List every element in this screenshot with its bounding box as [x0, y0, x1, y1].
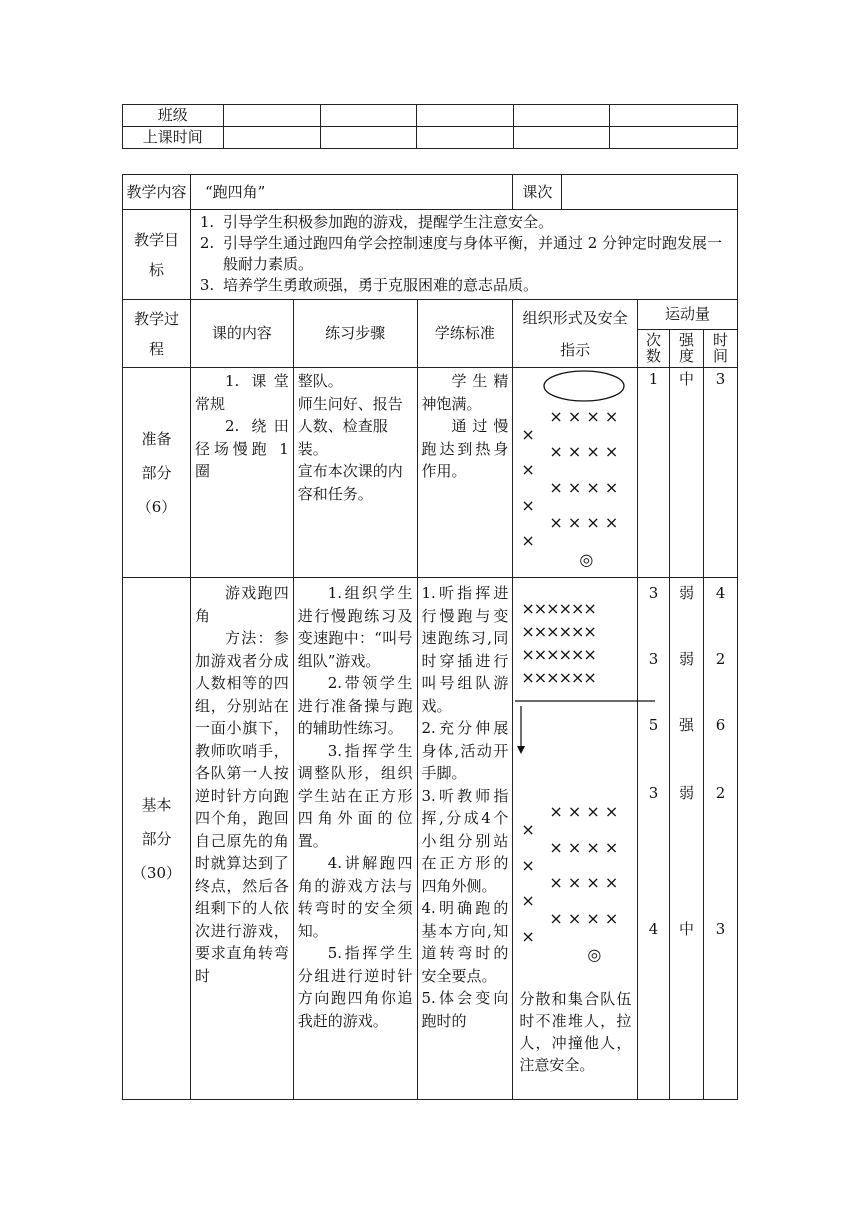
student-mark: × [521, 425, 535, 444]
prep-step: 整队。 [297, 372, 343, 390]
prep-section-label [123, 368, 191, 578]
class-time-value-cell[interactable] [223, 127, 320, 149]
empty-cell[interactable] [417, 105, 514, 127]
prep-content-item: 2. 绕田径场慢跑 1 圈 [194, 417, 289, 480]
student-mark: × [521, 891, 535, 910]
main-content [190, 578, 293, 1100]
load-header: 运动量 [637, 300, 737, 330]
main-times: 4 [648, 920, 659, 938]
main-organization [513, 578, 638, 1100]
main-step: 4.讲解跑四角的游戏方法与转弯时的安全须知。 [297, 854, 413, 940]
main-standard-item: 3.听教师指挥,分成4个小组分别站在正方形的四角外侧。 [421, 786, 509, 895]
main-times: 3 [648, 584, 659, 602]
main-step: 2.带领学生进行准备操与跑的辅助性练习。 [297, 674, 413, 737]
empty-cell[interactable] [610, 127, 738, 149]
student-row: × × × × [549, 478, 619, 497]
organization-header: 组织形式及安全指示 [513, 300, 638, 368]
class-value-cell[interactable] [223, 105, 320, 127]
main-intensity: 强 [678, 716, 694, 734]
main-standard [417, 578, 513, 1100]
objectives-list [193, 212, 733, 296]
student-mark: × [521, 927, 535, 946]
prep-standard-item: 学生精神饱满。 [421, 372, 509, 413]
teacher-icon: ◎ [579, 550, 594, 569]
main-duration: 4 [715, 584, 726, 602]
prep-steps [293, 368, 417, 578]
prep-step: 宣布本次课的内容和任务。 [297, 462, 403, 503]
objective-item: 2. 引导学生通过跑四角学会控制速度与身体平衡，并通过 2 分钟定时跑发展一般耐力素质。 [219, 233, 733, 275]
empty-cell[interactable] [610, 105, 738, 127]
main-step: 3.指挥学生调整队形，组织学生站在正方形四角外面的位置。 [297, 741, 413, 850]
prep-formation-diagram [513, 368, 637, 576]
prep-content [190, 368, 293, 578]
objective-item: 3. 培养学生勇敢顽强，勇于克服困难的意志品质。 [219, 275, 733, 296]
prep-section-name: 准备部分 [141, 429, 172, 482]
main-intensity: 弱 [678, 650, 694, 668]
student-row: ×××××× [521, 599, 596, 618]
class-info-table [122, 104, 738, 149]
main-intensity: 弱 [678, 584, 694, 602]
duration-header: 时间 [703, 330, 737, 368]
prep-organization [513, 368, 638, 578]
main-formation-diagram [513, 578, 637, 1098]
objectives-cell [190, 210, 737, 300]
main-minutes: （30） [131, 863, 182, 882]
prep-minutes: （6） [136, 497, 177, 516]
main-duration: 2 [715, 784, 726, 802]
main-duration: 2 [715, 650, 726, 668]
student-row: ×××××× [521, 668, 596, 687]
lesson-number-cell [513, 175, 738, 210]
main-standard-item: 4.明确跑的基本方向,知道转弯时的安全要点。 [421, 899, 509, 985]
process-header: 教学过程 [123, 300, 191, 368]
student-mark: × [521, 496, 535, 515]
main-step: 1.组织学生进行慢跑练习及变速跑中：“叫号组队”游戏。 [297, 584, 413, 670]
prep-content-item: 1. 课堂常规 [194, 372, 289, 413]
main-standard-item: 5.体会变向跑时的 [421, 989, 509, 1030]
main-step: 5.指挥学生分组进行逆时针方向跑四角你追我赶的游戏。 [297, 944, 413, 1030]
class-time-label: 上课时间 [123, 127, 224, 149]
main-section-name: 基本部分 [141, 795, 172, 848]
main-intensity: 弱 [678, 784, 694, 802]
standard-header: 学练标准 [417, 300, 513, 368]
empty-cell[interactable] [513, 127, 610, 149]
main-duration: 3 [715, 920, 726, 938]
student-mark: × [521, 856, 535, 875]
lesson-number-value[interactable] [562, 175, 737, 209]
prep-intensity: 中 [669, 368, 703, 578]
prep-duration: 3 [703, 368, 737, 578]
empty-cell[interactable] [417, 127, 514, 149]
student-row: × × × × [549, 838, 619, 857]
lesson-number-label: 课次 [513, 175, 562, 209]
empty-cell[interactable] [320, 105, 417, 127]
empty-cell[interactable] [513, 105, 610, 127]
student-mark: × [521, 531, 535, 550]
student-row: × × × × [549, 407, 619, 426]
student-row: × × × × [549, 513, 619, 532]
lesson-plan-table [122, 174, 738, 1100]
prep-times: 1 [637, 368, 669, 578]
main-times: 3 [648, 784, 659, 802]
times-header: 次数 [637, 330, 669, 368]
main-intensity-column [669, 578, 703, 1100]
student-row: ×××××× [521, 645, 596, 664]
student-row: × × × × [549, 442, 619, 461]
content-header: 课的内容 [190, 300, 293, 368]
intensity-header: 强度 [669, 330, 703, 368]
prep-standard-item: 通过慢跑达到热身作用。 [421, 417, 509, 480]
objective-item: 1. 引导学生积极参加跑的游戏，提醒学生注意安全。 [219, 212, 733, 233]
main-duration-column [703, 578, 737, 1100]
prep-standard [417, 368, 513, 578]
main-standard-item: 1.听指挥进行慢跑与变速跑练习,同时穿插进行叫号组队游戏。 [421, 584, 509, 715]
main-times: 3 [648, 650, 659, 668]
teacher-icon: ◎ [587, 945, 602, 964]
safety-note: 分散和集合队伍时不准堆人，拉人，冲撞他人，注意安全。 [519, 990, 632, 1074]
main-section-label [123, 578, 191, 1100]
steps-header: 练习步骤 [293, 300, 417, 368]
running-track-icon [513, 368, 638, 408]
class-label: 班级 [123, 105, 224, 127]
objectives-label: 教学目标 [123, 210, 191, 300]
main-content-title: 游戏跑四角 [194, 584, 289, 625]
student-row: × × × × [549, 909, 619, 928]
prep-step: 师生问好、报告人数、检查服装。 [297, 394, 403, 458]
student-row: × × × × [549, 802, 619, 821]
direction-arrow-icon [513, 690, 658, 770]
main-times: 5 [648, 716, 659, 734]
student-row: × × × × [549, 873, 619, 892]
content-value: “跑四角” [190, 175, 512, 210]
content-label: 教学内容 [123, 175, 191, 210]
empty-cell[interactable] [320, 127, 417, 149]
student-row: ×××××× [521, 622, 596, 641]
main-steps [293, 578, 417, 1100]
main-times-column [637, 578, 669, 1100]
main-standard-item: 2.充分伸展身体,活动开手脚。 [421, 719, 509, 782]
student-mark: × [521, 460, 535, 479]
main-intensity: 中 [678, 920, 694, 938]
main-duration: 6 [715, 716, 726, 734]
main-content-method: 方法：参加游戏者分成人数相等的四组，分别站在一面小旗下，教师吹哨手，各队第一人按逆时针方向跑四个角，跑回自己原先的角时就算达到了终点，然后各组剩下的人依次进行游戏，要求直角转弯时 [194, 629, 289, 985]
student-mark: × [521, 820, 535, 839]
